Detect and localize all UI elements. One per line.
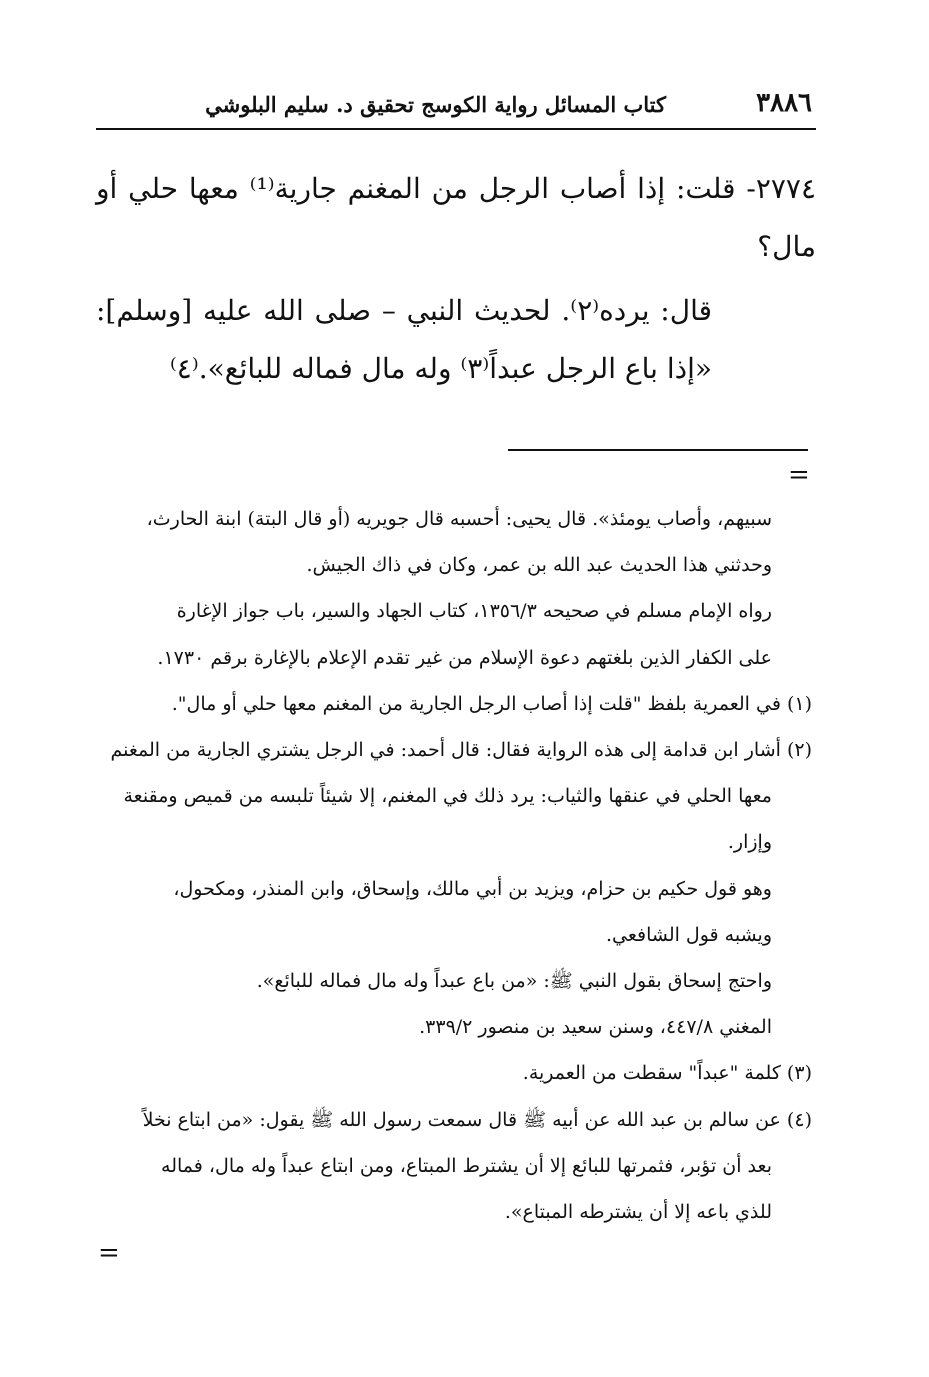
footnote-4: (٤) عن سالم بن عبد الله عن أبيه ﷺ قال سمعت رسول الله ﷺ يقول: «من ابتاع نخلاً [142, 1108, 812, 1131]
continuation-mark-bottom: = [98, 1238, 120, 1268]
question-paragraph: ٢٧٧٤- قلت: إذا أصاب الرجل من المغنم جارية⁽¹⁾ معها حلي أو مال؟ [96, 172, 816, 263]
footnote-line: وهو قول حكيم بن حزام، ويزيد بن أبي مالك، وإسحاق، وابن المنذر، ومكحول، [173, 877, 772, 900]
footnote-line: واحتج إسحاق بقول النبي ﷺ: «من باع عبداً وله مال فماله للبائع». [256, 970, 772, 993]
footnote-separator [508, 449, 808, 451]
footnote-line: على الكفار الذين بلغتهم دعوة الإسلام من غير تقدم الإعلام بالإغارة برقم ١٧٣٠. [157, 646, 772, 669]
footnote-line: ويشبه قول الشافعي. [605, 923, 772, 946]
footnotes [96, 496, 812, 1235]
page-number: ٣٨٨٦ [756, 88, 812, 118]
footnote-line: وحدثني هذا الحديث عبد الله بن عمر، وكان في ذاك الجيش. [306, 554, 772, 577]
answer-paragraph: قال: يرده⁽٢⁾. لحديث النبي – صلى الله عليه [وسلم]: «إذا باع الرجل عبداً⁽٣⁾ وله مال فماله للبائع».⁽٤⁾ [96, 294, 712, 385]
footnote-line: معها الحلي في عنقها والثياب: يرد ذلك في المغنم، إلا شيئاً تلبسه من قميص ومقنعة [123, 785, 772, 808]
footnote-line: وإزار. [727, 831, 772, 854]
footnote-line: للذي باعه إلا أن يشترطه المبتاع». [504, 1201, 772, 1224]
footnote-line: رواه الإمام مسلم في صحيحه ١٣٥٦/٣، كتاب الجهاد والسير، باب جواز الإغارة [176, 600, 772, 623]
footnote-line: سبيهم، وأصاب يومئذ». قال يحيى: أحسبه قال جويريه (أو قال البتة) ابنة الحارث، [146, 508, 772, 530]
main-text [96, 160, 816, 404]
continuation-mark-top: = [788, 460, 810, 490]
book-title: كتاب المسائل رواية الكوسج تحقيق د. سليم البلوشي [205, 92, 666, 117]
footnote-line: المغني ٤٤٧/٨، وسنن سعيد بن منصور ٣٣٩/٢. [419, 1016, 772, 1039]
footnote-line: بعد أن تؤبر، فثمرتها للبائع إلا أن يشترط المبتاع، ومن ابتاع عبداً وله مال، فماله [161, 1154, 772, 1177]
footnote-3: (٣) كلمة "عبداً" سقطت من العمرية. [522, 1062, 812, 1085]
footnote-1: (١) في العمرية بلفظ "قلت إذا أصاب الرجل الجارية من المغنم معها حلي أو مال". [171, 692, 812, 715]
running-head [96, 84, 816, 130]
footnote-2: (٢) أشار ابن قدامة إلى هذه الرواية فقال: قال أحمد: في الرجل يشتري الجارية من المغنم [110, 739, 812, 762]
